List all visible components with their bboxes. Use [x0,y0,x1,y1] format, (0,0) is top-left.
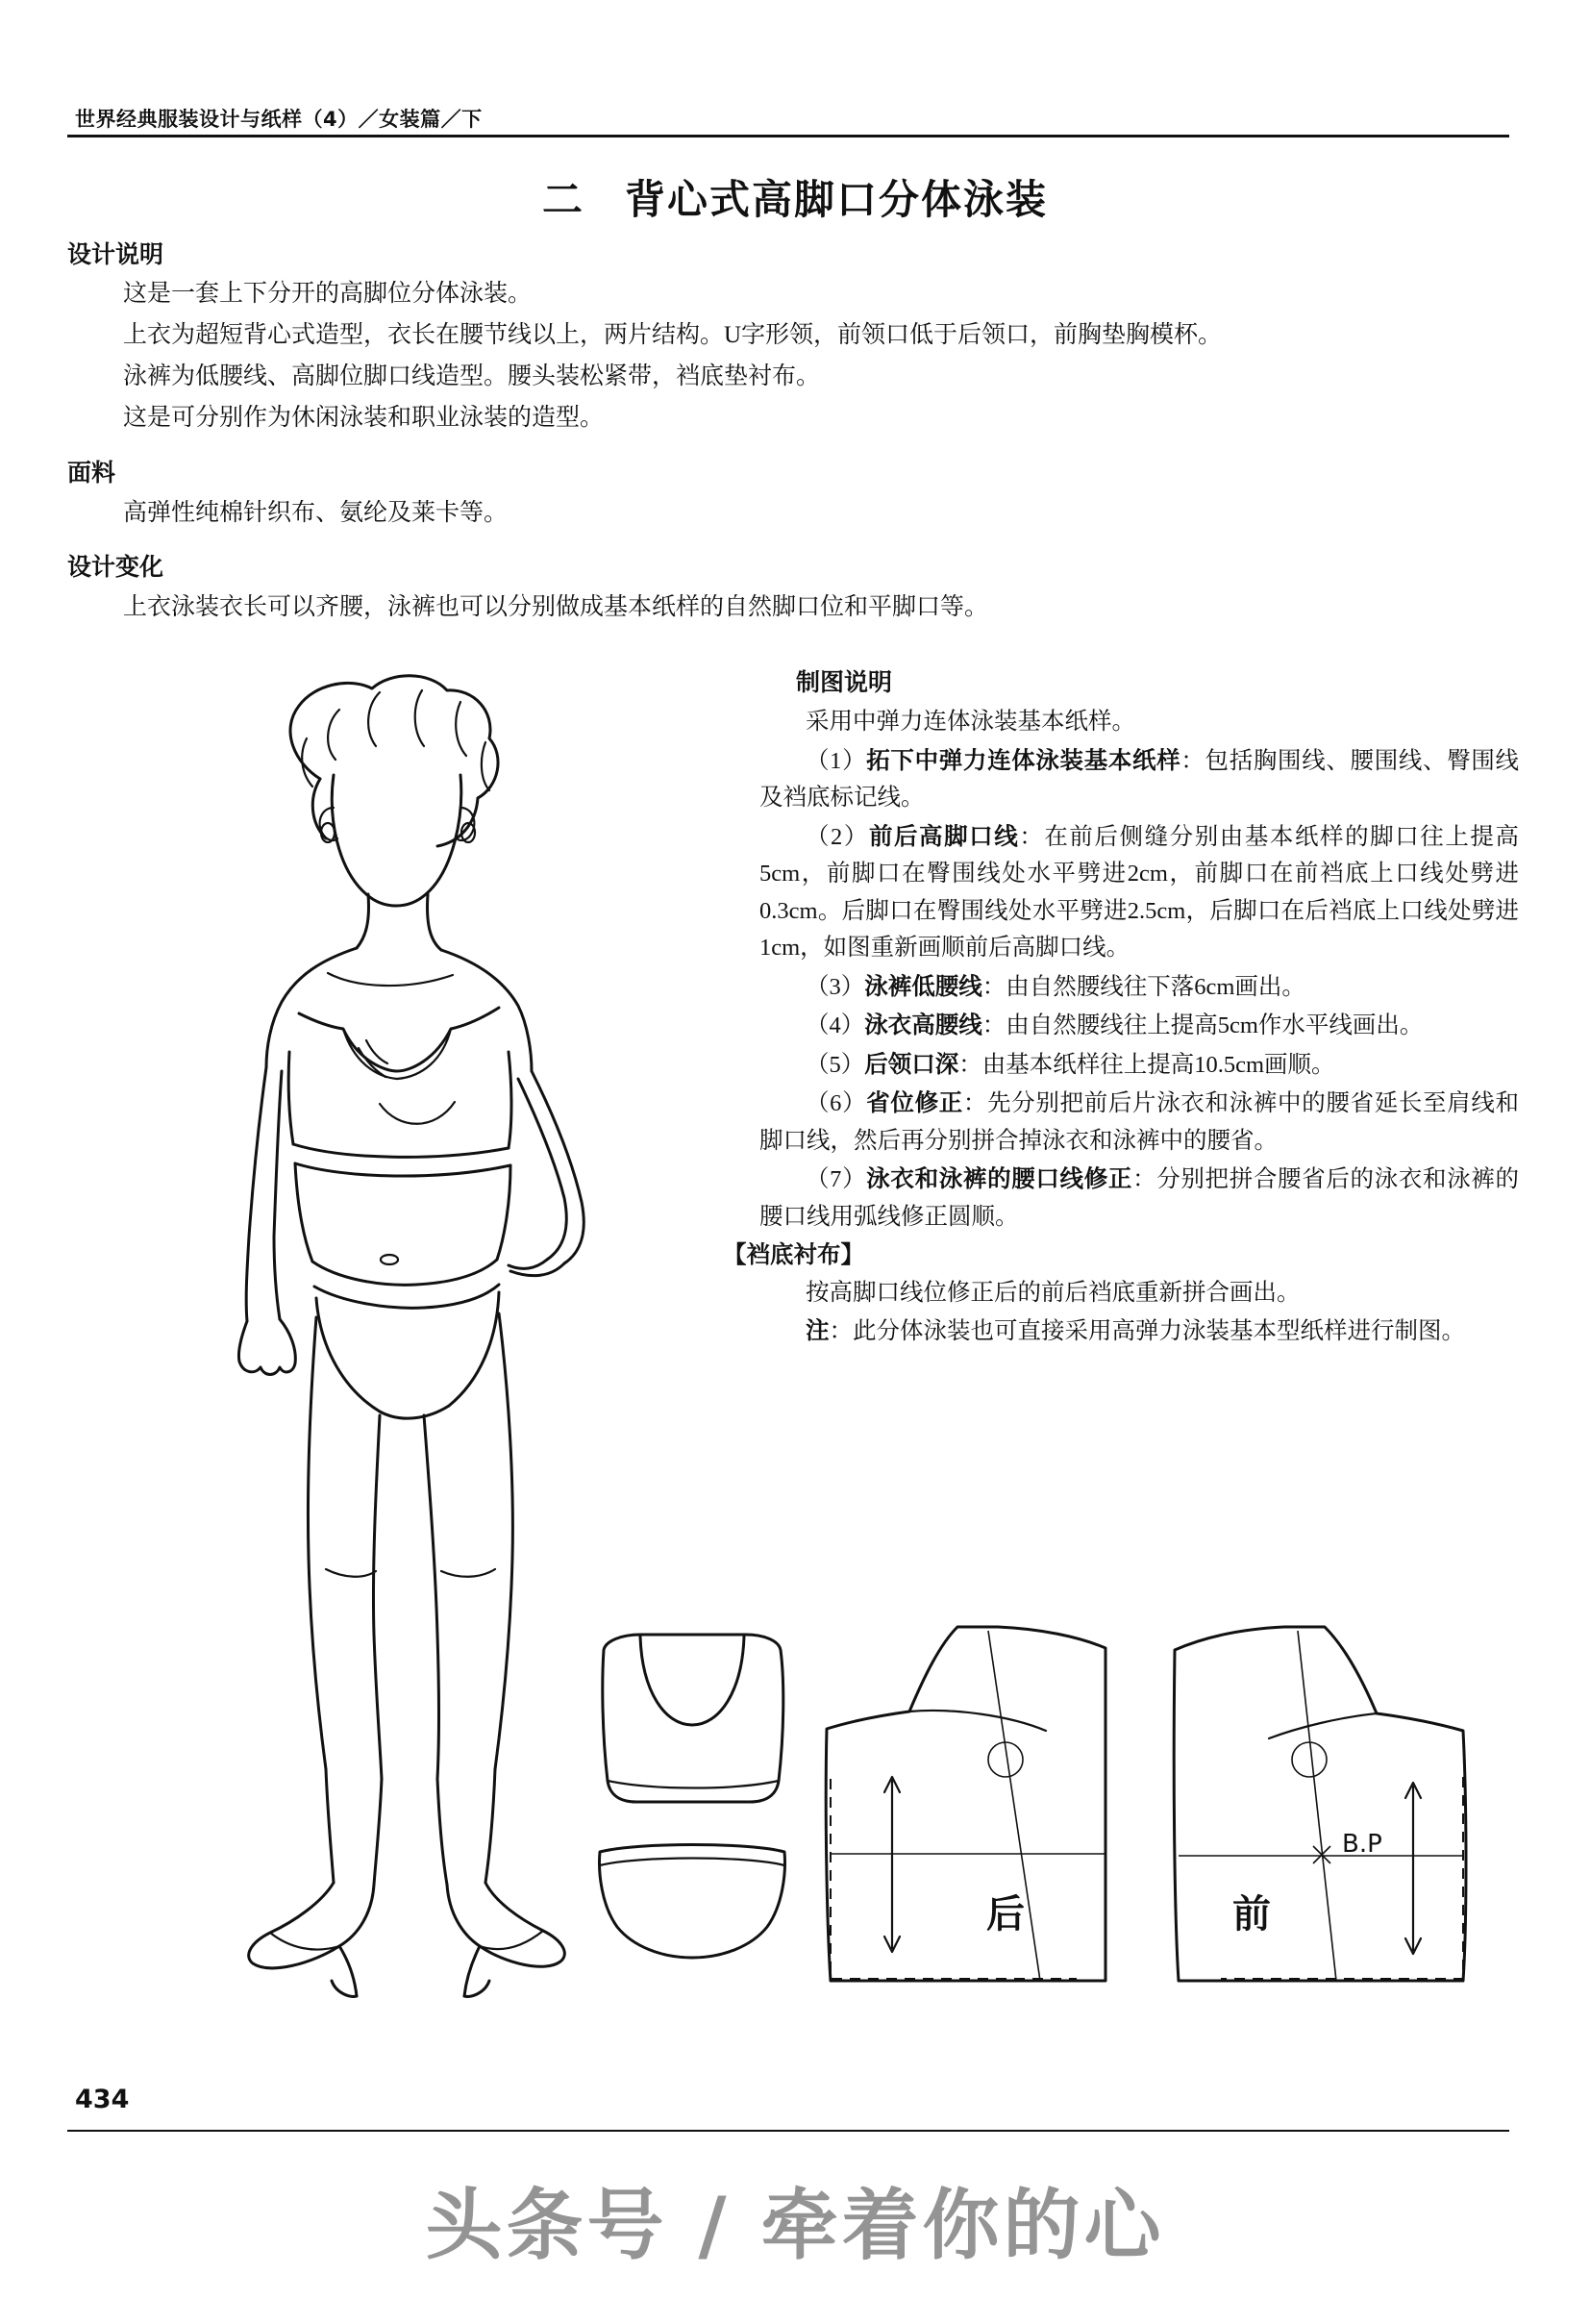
title-number: 二 [541,176,584,223]
item-3-text: ：由自然腰线往下落6cm画出。 [981,973,1305,1000]
heading-design-note: 设计说明 [67,240,164,268]
item-1-bold: 拓下中弹力连体泳装基本纸样 [866,745,1181,774]
item-6-text: ：先分别把前后片泳衣和泳裤中的腰省延长至肩线和脚口线，然后再分别拼合掉泳衣和泳裤中的腰省。 [759,1090,1520,1154]
item-2-num: （2） [806,823,869,850]
header-rule [67,135,1509,137]
page-number: 434 [75,2085,130,2114]
drawing-note-item-3 [759,968,1519,1007]
design-note-line-1: 这是一套上下分开的高脚位分体泳装。 [123,281,533,307]
bracket-heading: 【裆底衬布】 [723,1240,864,1268]
design-note-line-2: 上衣为超短背心式造型，衣长在腰节线以上，两片结构。U字形领，前领口低于后领口，前胸垫胸模杯。 [123,322,1223,348]
flat-sketches [577,1625,807,1971]
heading-fabric: 面料 [67,459,116,487]
pattern-front-label: 前 [1232,1892,1271,1937]
item-7-num: （7） [806,1166,867,1192]
drawing-note-item-1 [759,742,1519,817]
watermark: 头条号 / 牵着你的心 [425,2181,1165,2270]
bracket-text: 按高脚口线位修正后的前后裆底重新拼合画出。 [806,1279,1301,1306]
pattern-drafts [817,1615,1490,2000]
item-7-bold: 泳衣和泳裤的腰口线修正 [866,1164,1133,1192]
drawing-note-item-5 [759,1046,1519,1085]
pattern-bp-label: B.P [1342,1830,1382,1859]
design-note-line-4: 这是可分别作为休闲泳装和职业泳装的造型。 [123,405,605,431]
item-4-bold: 泳衣高腰线 [864,1011,982,1038]
drawing-note-column [723,663,1520,1352]
design-note-line-3: 泳裤为低腰线、高脚位脚口线造型。腰头装松紧带，裆底垫衬布。 [123,363,821,389]
drawing-note-final [759,1312,1519,1351]
item-3-num: （3） [806,973,865,1000]
item-4-num: （4） [806,1012,865,1038]
pattern-front [1174,1627,1466,1981]
variation-line-1: 上衣泳装衣长可以齐腰，泳裤也可以分别做成基本纸样的自然脚口位和平脚口等。 [123,594,989,620]
item-1-num: （1） [806,747,867,774]
item-6-num: （6） [806,1090,867,1116]
title-text: 背心式高脚口分体泳装 [625,176,1049,223]
pattern-drafts-svg [817,1615,1490,2000]
item-6-bold: 省位修正 [866,1088,963,1116]
drawing-note-item-2 [759,818,1519,967]
drawing-note-item-7 [759,1161,1519,1236]
item-1-text: ：包括胸围线、腰围线、臀围线及裆底标记线。 [759,747,1520,811]
page-title [0,168,1590,226]
item-3-bold: 泳裤低腰线 [864,971,982,1000]
item-5-text: ：由基本纸样往上提高10.5cm画顺。 [958,1051,1335,1078]
drawing-note-item-4 [759,1007,1519,1045]
flat-sketches-svg [577,1625,807,1971]
drawing-note-intro: 采用中弹力连体泳装基本纸样。 [806,709,1135,735]
item-5-num: （5） [806,1051,865,1078]
running-head: 世界经典服装设计与纸样（4）／女装篇／下 [75,108,483,131]
fabric-line-1: 高弹性纯棉针织布、氨纶及莱卡等。 [123,500,509,526]
heading-variation: 设计变化 [67,553,164,581]
heading-drawing-note: 制图说明 [796,668,893,696]
item-5-bold: 后领口深 [864,1049,959,1078]
note-label: 注 [806,1316,830,1344]
drawing-note-item-6 [759,1085,1519,1160]
item-2-bold: 前后高脚口线 [868,821,1020,850]
pattern-back [826,1627,1106,1981]
footer-rule [67,2130,1509,2132]
item-7-text: ：分别把拼合腰省后的泳衣和泳裤的腰口线用弧线修正圆顺。 [759,1166,1520,1230]
note-text: ：此分体泳装也可直接采用高弹力泳装基本型纸样进行制图。 [829,1318,1465,1344]
pattern-back-label: 后 [986,1892,1025,1937]
item-2-text: ：在前后侧缝分别由基本纸样的脚口往上提高5cm，前脚口在臀围线处水平劈进2cm，前脚口在前裆底上口线处劈进0.3cm。后脚口在臀围线处水平劈进2.5cm，后脚口在后裆底上口线处劈进1cm，如图重新画顺前后高脚口线。 [759,823,1519,961]
item-4-text: ：由自然腰线往上提高5cm作水平线画出。 [981,1012,1424,1038]
